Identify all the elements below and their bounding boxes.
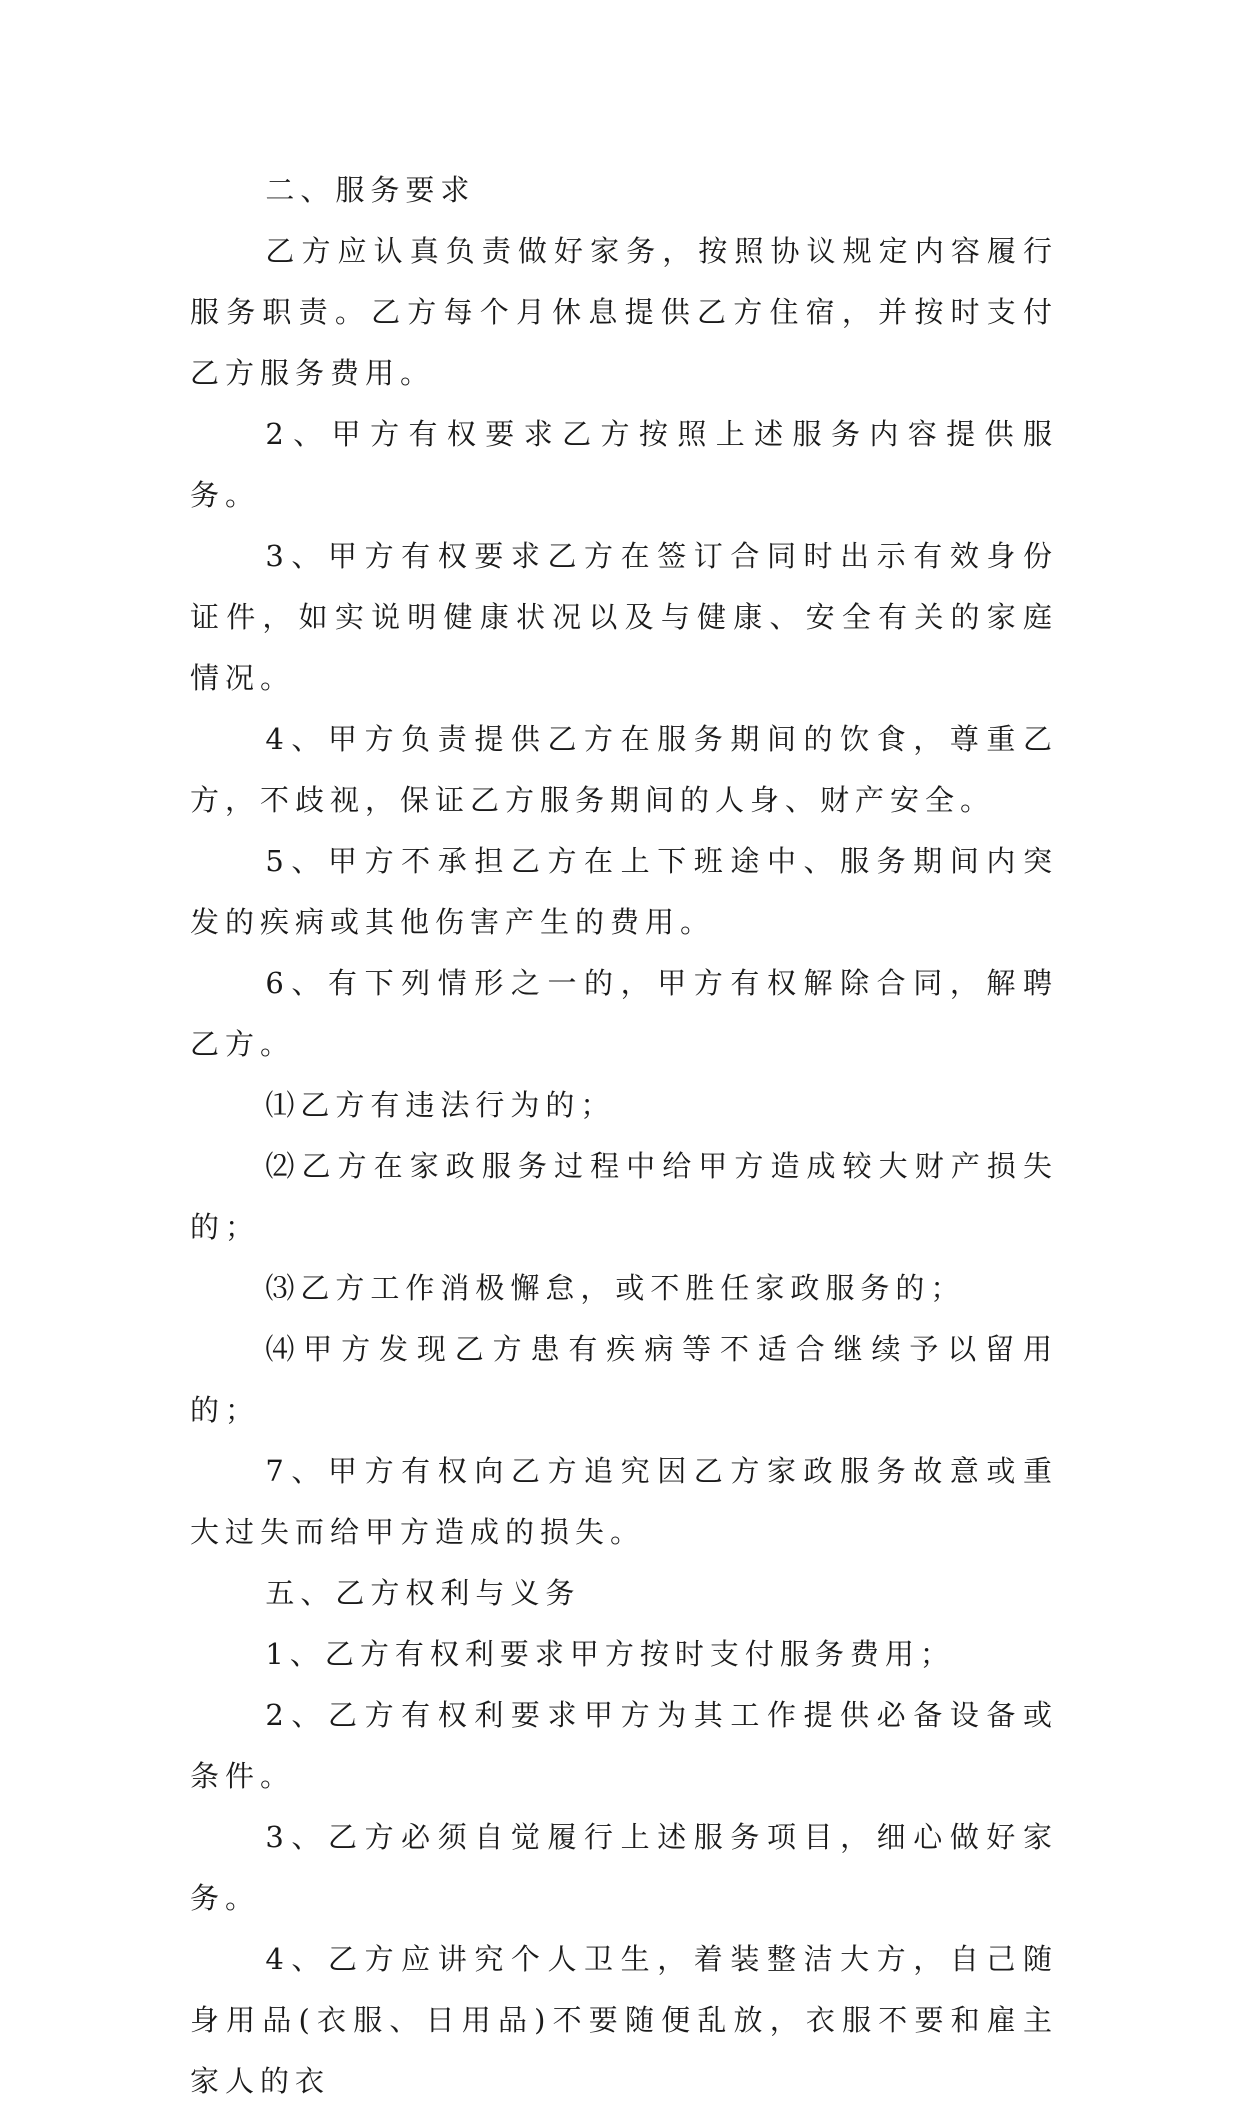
clause-5: 5、甲方不承担乙方在上下班途中、服务期间内突发的疾病或其他伤害产生的费用。: [190, 844, 1058, 939]
document-body: [190, 160, 1058, 2112]
party-b-clause-1: 1、乙方有权利要求甲方按时支付服务费用；: [265, 1637, 955, 1671]
clause-6: 6、有下列情形之一的，甲方有权解除合同，解聘乙方。: [190, 966, 1058, 1061]
sub-clause-4: ⑷甲方发现乙方患有疾病等不适合继续予以留用的；: [190, 1332, 1058, 1427]
sub-clause-3: ⑶乙方工作消极懈怠，或不胜任家政服务的；: [265, 1271, 966, 1305]
section-heading-party-b-rights: 五、乙方权利与义务: [265, 1576, 581, 1610]
section-heading-service-requirements: 二、服务要求: [265, 173, 476, 207]
clause-7: 7、甲方有权向乙方追究因乙方家政服务故意或重大过失而给甲方造成的损失。: [190, 1454, 1058, 1549]
paragraph: 乙方应认真负责做好家务，按照协议规定内容履行服务职责。乙方每个月休息提供乙方住宿，并按时支付乙方服务费用。: [190, 234, 1058, 390]
party-b-clause-4: 4、乙方应讲究个人卫生，着装整洁大方，自己随身用品(衣服、日用品)不要随便乱放，衣服不要和雇主家人的衣: [190, 1942, 1058, 2098]
party-b-clause-3: 3、乙方必须自觉履行上述服务项目，细心做好家务。: [190, 1820, 1058, 1915]
clause-2: 2、甲方有权要求乙方按照上述服务内容提供服务。: [190, 417, 1058, 512]
clause-3: 3、甲方有权要求乙方在签订合同时出示有效身份证件，如实说明健康状况以及与健康、安全有关的家庭情况。: [190, 539, 1058, 695]
clause-4: 4、甲方负责提供乙方在服务期间的饮食，尊重乙方，不歧视，保证乙方服务期间的人身、财产安全。: [190, 722, 1058, 817]
sub-clause-1: ⑴乙方有违法行为的；: [265, 1088, 616, 1122]
party-b-clause-2: 2、乙方有权利要求甲方为其工作提供必备设备或条件。: [190, 1698, 1058, 1793]
sub-clause-2: ⑵乙方在家政服务过程中给甲方造成较大财产损失的；: [190, 1149, 1058, 1244]
